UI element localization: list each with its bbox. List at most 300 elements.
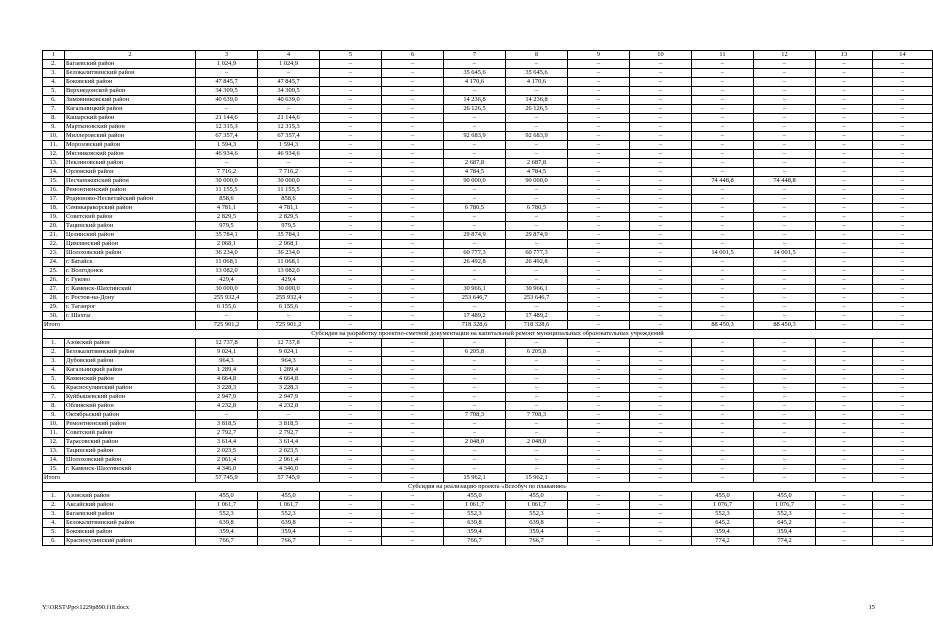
value-cell: 17 489,2 xyxy=(506,312,568,321)
value-cell: – xyxy=(568,357,630,366)
value-cell: – xyxy=(816,402,873,411)
value-cell: – xyxy=(873,96,933,105)
value-cell: – xyxy=(568,348,630,357)
value-cell: – xyxy=(444,276,506,285)
value-cell: 60 777,3 xyxy=(444,249,506,258)
value-cell: – xyxy=(754,105,816,114)
district-name: г. Каменск-Шахтинский xyxy=(65,285,196,294)
value-cell: – xyxy=(873,78,933,87)
value-cell: 30 000,0 xyxy=(258,177,320,186)
value-cell: 6 780,5 xyxy=(506,204,568,213)
value-cell: 455,0 xyxy=(754,492,816,501)
value-cell: – xyxy=(692,438,754,447)
value-cell: – xyxy=(320,339,382,348)
column-number: 10 xyxy=(630,51,692,60)
row-number: 15. xyxy=(43,465,65,474)
district-name: Азовский район xyxy=(65,339,196,348)
value-cell: – xyxy=(873,114,933,123)
value-cell: 552,3 xyxy=(444,510,506,519)
value-cell: – xyxy=(873,276,933,285)
value-cell: 29 874,9 xyxy=(444,231,506,240)
district-name: Миллеровский район xyxy=(65,132,196,141)
value-cell: – xyxy=(382,537,444,546)
table-row xyxy=(43,87,933,96)
value-cell: – xyxy=(258,411,320,420)
value-cell: 359,4 xyxy=(692,528,754,537)
value-cell: 455,0 xyxy=(506,492,568,501)
column-number: 1 xyxy=(43,51,65,60)
table-row xyxy=(43,105,933,114)
district-name: Куйбышевский район xyxy=(65,393,196,402)
value-cell: – xyxy=(816,510,873,519)
row-number: 20. xyxy=(43,222,65,231)
value-cell: – xyxy=(382,105,444,114)
value-cell: 774,2 xyxy=(692,537,754,546)
value-cell: – xyxy=(630,78,692,87)
value-cell: – xyxy=(506,465,568,474)
value-cell: – xyxy=(816,375,873,384)
value-cell: 2 829,5 xyxy=(258,213,320,222)
value-cell: – xyxy=(568,420,630,429)
value-cell: – xyxy=(382,114,444,123)
value-cell: – xyxy=(816,105,873,114)
total-label: Итого xyxy=(43,321,196,330)
value-cell: – xyxy=(444,303,506,312)
value-cell: – xyxy=(630,465,692,474)
value-cell: 2 048,0 xyxy=(506,438,568,447)
total-value: – xyxy=(382,474,444,483)
value-cell: – xyxy=(320,105,382,114)
value-cell: – xyxy=(630,510,692,519)
value-cell: – xyxy=(816,240,873,249)
value-cell: – xyxy=(568,240,630,249)
value-cell: 3 614,4 xyxy=(258,438,320,447)
value-cell: – xyxy=(382,78,444,87)
value-cell: – xyxy=(873,60,933,69)
value-cell: – xyxy=(630,375,692,384)
value-cell: – xyxy=(382,123,444,132)
value-cell: – xyxy=(320,258,382,267)
district-name: Белокалитвинский район xyxy=(65,69,196,78)
value-cell: 455,0 xyxy=(692,492,754,501)
value-cell: – xyxy=(692,141,754,150)
value-cell: – xyxy=(816,294,873,303)
value-cell: – xyxy=(816,438,873,447)
table-row xyxy=(43,537,933,546)
value-cell: – xyxy=(816,213,873,222)
page-number: 15 xyxy=(868,604,875,611)
value-cell: 552,3 xyxy=(506,510,568,519)
value-cell: – xyxy=(382,240,444,249)
value-cell: 552,3 xyxy=(196,510,258,519)
value-cell: – xyxy=(382,438,444,447)
row-number: 19. xyxy=(43,213,65,222)
value-cell: – xyxy=(692,105,754,114)
table-row xyxy=(43,249,933,258)
value-cell: – xyxy=(630,231,692,240)
value-cell: – xyxy=(692,402,754,411)
value-cell: – xyxy=(382,357,444,366)
value-cell: 67 357,4 xyxy=(196,132,258,141)
value-cell: – xyxy=(196,411,258,420)
value-cell: 1 076,7 xyxy=(692,501,754,510)
value-cell: – xyxy=(692,285,754,294)
total-value: 57 745,9 xyxy=(196,474,258,483)
value-cell: – xyxy=(320,222,382,231)
value-cell: – xyxy=(630,132,692,141)
value-cell: 30 000,0 xyxy=(196,285,258,294)
district-name: Родионово-Несветайский район xyxy=(65,195,196,204)
value-cell: – xyxy=(382,141,444,150)
value-cell: – xyxy=(630,168,692,177)
total-value: – xyxy=(873,474,933,483)
value-cell: – xyxy=(444,186,506,195)
row-number: 14. xyxy=(43,456,65,465)
value-cell: – xyxy=(444,240,506,249)
table-row xyxy=(43,267,933,276)
value-cell: – xyxy=(692,294,754,303)
value-cell: 3 818,5 xyxy=(196,420,258,429)
value-cell: – xyxy=(568,87,630,96)
value-cell: 7 716,2 xyxy=(258,168,320,177)
district-name: Морозовский район xyxy=(65,141,196,150)
value-cell: 2 061,4 xyxy=(258,456,320,465)
value-cell: 4 664,8 xyxy=(196,375,258,384)
value-cell: – xyxy=(816,186,873,195)
value-cell: – xyxy=(320,528,382,537)
value-cell: – xyxy=(873,312,933,321)
value-cell: – xyxy=(258,69,320,78)
value-cell: – xyxy=(816,348,873,357)
value-cell: 7 708,3 xyxy=(444,411,506,420)
value-cell: 30 966,1 xyxy=(506,285,568,294)
value-cell: – xyxy=(630,276,692,285)
value-cell: 90 000,0 xyxy=(444,177,506,186)
value-cell: – xyxy=(320,456,382,465)
value-cell: – xyxy=(873,132,933,141)
value-cell: 6 155,6 xyxy=(196,303,258,312)
table-row xyxy=(43,240,933,249)
value-cell: 979,5 xyxy=(258,222,320,231)
value-cell: – xyxy=(196,69,258,78)
value-cell: – xyxy=(692,69,754,78)
value-cell: – xyxy=(320,60,382,69)
total-value: – xyxy=(382,321,444,330)
district-name: Дубовский район xyxy=(65,357,196,366)
district-name: г. Ростов-на-Дону xyxy=(65,294,196,303)
value-cell: – xyxy=(816,528,873,537)
value-cell: – xyxy=(630,447,692,456)
value-cell: – xyxy=(754,276,816,285)
value-cell: 14 001,5 xyxy=(754,249,816,258)
value-cell: 40 639,0 xyxy=(196,96,258,105)
value-cell: – xyxy=(320,96,382,105)
table-row xyxy=(43,384,933,393)
value-cell: 455,0 xyxy=(444,492,506,501)
value-cell: – xyxy=(568,384,630,393)
value-cell: – xyxy=(382,375,444,384)
row-number: 10. xyxy=(43,420,65,429)
value-cell: – xyxy=(630,537,692,546)
value-cell: – xyxy=(506,267,568,276)
value-cell: 253 646,7 xyxy=(444,294,506,303)
value-cell: – xyxy=(754,339,816,348)
value-cell: – xyxy=(873,294,933,303)
file-path: Y:\ORST\Ppo\1229p890.f18.docx xyxy=(42,604,130,611)
value-cell: – xyxy=(630,204,692,213)
value-cell: – xyxy=(382,294,444,303)
value-cell: – xyxy=(692,312,754,321)
value-cell: – xyxy=(630,519,692,528)
value-cell: 13 082,0 xyxy=(196,267,258,276)
district-name: Белокалитвинский район xyxy=(65,519,196,528)
value-cell: – xyxy=(630,249,692,258)
district-name: г. Гуково xyxy=(65,276,196,285)
value-cell: – xyxy=(568,456,630,465)
value-cell: – xyxy=(873,168,933,177)
value-cell: – xyxy=(873,393,933,402)
value-cell: 429,4 xyxy=(196,276,258,285)
row-number: 25. xyxy=(43,267,65,276)
table-row xyxy=(43,285,933,294)
value-cell: 26 492,8 xyxy=(506,258,568,267)
budget-table xyxy=(42,50,933,546)
row-number: 15. xyxy=(43,177,65,186)
value-cell: – xyxy=(444,375,506,384)
row-number: 2. xyxy=(43,348,65,357)
total-value: – xyxy=(320,474,382,483)
column-number: 9 xyxy=(568,51,630,60)
value-cell: – xyxy=(320,195,382,204)
value-cell: 2 947,9 xyxy=(196,393,258,402)
value-cell: 359,4 xyxy=(754,528,816,537)
value-cell: – xyxy=(506,303,568,312)
value-cell: – xyxy=(382,519,444,528)
value-cell: – xyxy=(816,168,873,177)
value-cell: – xyxy=(873,384,933,393)
district-name: Октябрьский район xyxy=(65,411,196,420)
value-cell: – xyxy=(816,285,873,294)
value-cell: – xyxy=(382,177,444,186)
value-cell: – xyxy=(444,357,506,366)
value-cell: – xyxy=(196,312,258,321)
value-cell: – xyxy=(320,447,382,456)
value-cell: – xyxy=(382,429,444,438)
value-cell: 359,4 xyxy=(258,528,320,537)
row-number: 10. xyxy=(43,132,65,141)
value-cell: – xyxy=(816,492,873,501)
table-row xyxy=(43,456,933,465)
value-cell: – xyxy=(382,195,444,204)
district-name: Кашарский район xyxy=(65,114,196,123)
value-cell: – xyxy=(816,204,873,213)
value-cell: – xyxy=(320,429,382,438)
total-value: 725 901,2 xyxy=(196,321,258,330)
value-cell: 964,3 xyxy=(258,357,320,366)
value-cell: – xyxy=(630,87,692,96)
value-cell: – xyxy=(816,87,873,96)
value-cell: – xyxy=(382,258,444,267)
value-cell: – xyxy=(320,366,382,375)
value-cell: – xyxy=(873,186,933,195)
value-cell: – xyxy=(382,168,444,177)
row-number: 9. xyxy=(43,411,65,420)
value-cell: – xyxy=(630,492,692,501)
value-cell: 3 228,3 xyxy=(258,384,320,393)
value-cell: 253 646,7 xyxy=(506,294,568,303)
value-cell: – xyxy=(444,60,506,69)
value-cell: – xyxy=(568,204,630,213)
total-row xyxy=(43,321,933,330)
value-cell: 21 144,6 xyxy=(196,114,258,123)
value-cell: – xyxy=(320,249,382,258)
value-cell: 6 780,5 xyxy=(444,204,506,213)
value-cell: 2 048,0 xyxy=(444,438,506,447)
total-label: Итого xyxy=(43,474,196,483)
value-cell: – xyxy=(873,465,933,474)
value-cell: – xyxy=(568,78,630,87)
value-cell: 639,8 xyxy=(506,519,568,528)
row-number: 11. xyxy=(43,141,65,150)
value-cell: – xyxy=(506,420,568,429)
value-cell: 774,2 xyxy=(754,537,816,546)
value-cell: 4 170,6 xyxy=(444,78,506,87)
value-cell: – xyxy=(568,402,630,411)
value-cell: – xyxy=(873,366,933,375)
value-cell: – xyxy=(506,87,568,96)
total-value: – xyxy=(816,321,873,330)
value-cell: – xyxy=(444,402,506,411)
value-cell: – xyxy=(754,420,816,429)
value-cell: – xyxy=(382,96,444,105)
table-row xyxy=(43,204,933,213)
value-cell: 46 934,6 xyxy=(196,150,258,159)
value-cell: – xyxy=(692,123,754,132)
value-cell: – xyxy=(692,339,754,348)
value-cell: – xyxy=(506,123,568,132)
value-cell: – xyxy=(506,213,568,222)
table-row xyxy=(43,510,933,519)
value-cell: – xyxy=(816,384,873,393)
value-cell: – xyxy=(382,69,444,78)
value-cell: 4 346,0 xyxy=(258,465,320,474)
value-cell: – xyxy=(692,384,754,393)
value-cell: – xyxy=(320,141,382,150)
district-name: Мясниковский район xyxy=(65,150,196,159)
value-cell: 429,4 xyxy=(258,276,320,285)
table-row xyxy=(43,312,933,321)
table-row xyxy=(43,501,933,510)
value-cell: 645,2 xyxy=(692,519,754,528)
value-cell: – xyxy=(692,357,754,366)
row-number: 3. xyxy=(43,69,65,78)
total-value: 15 962,1 xyxy=(444,474,506,483)
total-value: – xyxy=(568,474,630,483)
value-cell: – xyxy=(873,204,933,213)
table-row xyxy=(43,375,933,384)
row-number: 6. xyxy=(43,96,65,105)
value-cell: – xyxy=(816,78,873,87)
district-name: Тарасовский район xyxy=(65,438,196,447)
row-number: 1. xyxy=(43,492,65,501)
value-cell: – xyxy=(382,339,444,348)
value-cell: – xyxy=(506,384,568,393)
table-row xyxy=(43,60,933,69)
district-name: Красносулинский район xyxy=(65,384,196,393)
value-cell: – xyxy=(816,150,873,159)
value-cell: – xyxy=(873,213,933,222)
value-cell: – xyxy=(630,438,692,447)
value-cell: – xyxy=(382,303,444,312)
row-number: 30. xyxy=(43,312,65,321)
value-cell: – xyxy=(754,393,816,402)
value-cell: 2 023,5 xyxy=(258,447,320,456)
value-cell: – xyxy=(692,411,754,420)
district-name: Семикаракорский район xyxy=(65,204,196,213)
value-cell: – xyxy=(320,276,382,285)
value-cell: – xyxy=(692,186,754,195)
table-row xyxy=(43,150,933,159)
value-cell: 964,3 xyxy=(196,357,258,366)
value-cell: – xyxy=(873,501,933,510)
value-cell: 74 448,8 xyxy=(692,177,754,186)
row-number: 12. xyxy=(43,150,65,159)
value-cell: – xyxy=(873,303,933,312)
value-cell: – xyxy=(382,492,444,501)
value-cell: 30 000,0 xyxy=(196,177,258,186)
column-number: 13 xyxy=(816,51,873,60)
value-cell: – xyxy=(630,339,692,348)
district-name: Орловский район xyxy=(65,168,196,177)
value-cell: – xyxy=(816,267,873,276)
value-cell: – xyxy=(506,357,568,366)
value-cell: 2 792,7 xyxy=(258,429,320,438)
value-cell: 26 126,5 xyxy=(444,105,506,114)
value-cell: – xyxy=(320,348,382,357)
table-row xyxy=(43,348,933,357)
district-name: Обливский район xyxy=(65,402,196,411)
value-cell: – xyxy=(320,375,382,384)
value-cell: 4 232,8 xyxy=(258,402,320,411)
district-name: Белокалитвинский район xyxy=(65,348,196,357)
row-number: 9. xyxy=(43,123,65,132)
value-cell: 255 932,4 xyxy=(196,294,258,303)
value-cell: – xyxy=(320,312,382,321)
row-number: 18. xyxy=(43,204,65,213)
table-row xyxy=(43,213,933,222)
value-cell: – xyxy=(754,285,816,294)
value-cell: – xyxy=(630,213,692,222)
value-cell: – xyxy=(568,222,630,231)
table-row xyxy=(43,528,933,537)
district-name: Зимовниковский район xyxy=(65,96,196,105)
value-cell: – xyxy=(754,366,816,375)
total-value: – xyxy=(816,474,873,483)
value-cell: 2 947,9 xyxy=(258,393,320,402)
value-cell: – xyxy=(320,177,382,186)
total-value: – xyxy=(320,321,382,330)
value-cell: – xyxy=(630,402,692,411)
value-cell: 3 614,4 xyxy=(196,438,258,447)
value-cell: 639,8 xyxy=(258,519,320,528)
value-cell: – xyxy=(320,123,382,132)
value-cell: – xyxy=(816,357,873,366)
value-cell: – xyxy=(382,465,444,474)
value-cell: – xyxy=(196,105,258,114)
value-cell: – xyxy=(816,96,873,105)
value-cell: – xyxy=(320,510,382,519)
value-cell: 1 076,7 xyxy=(754,501,816,510)
